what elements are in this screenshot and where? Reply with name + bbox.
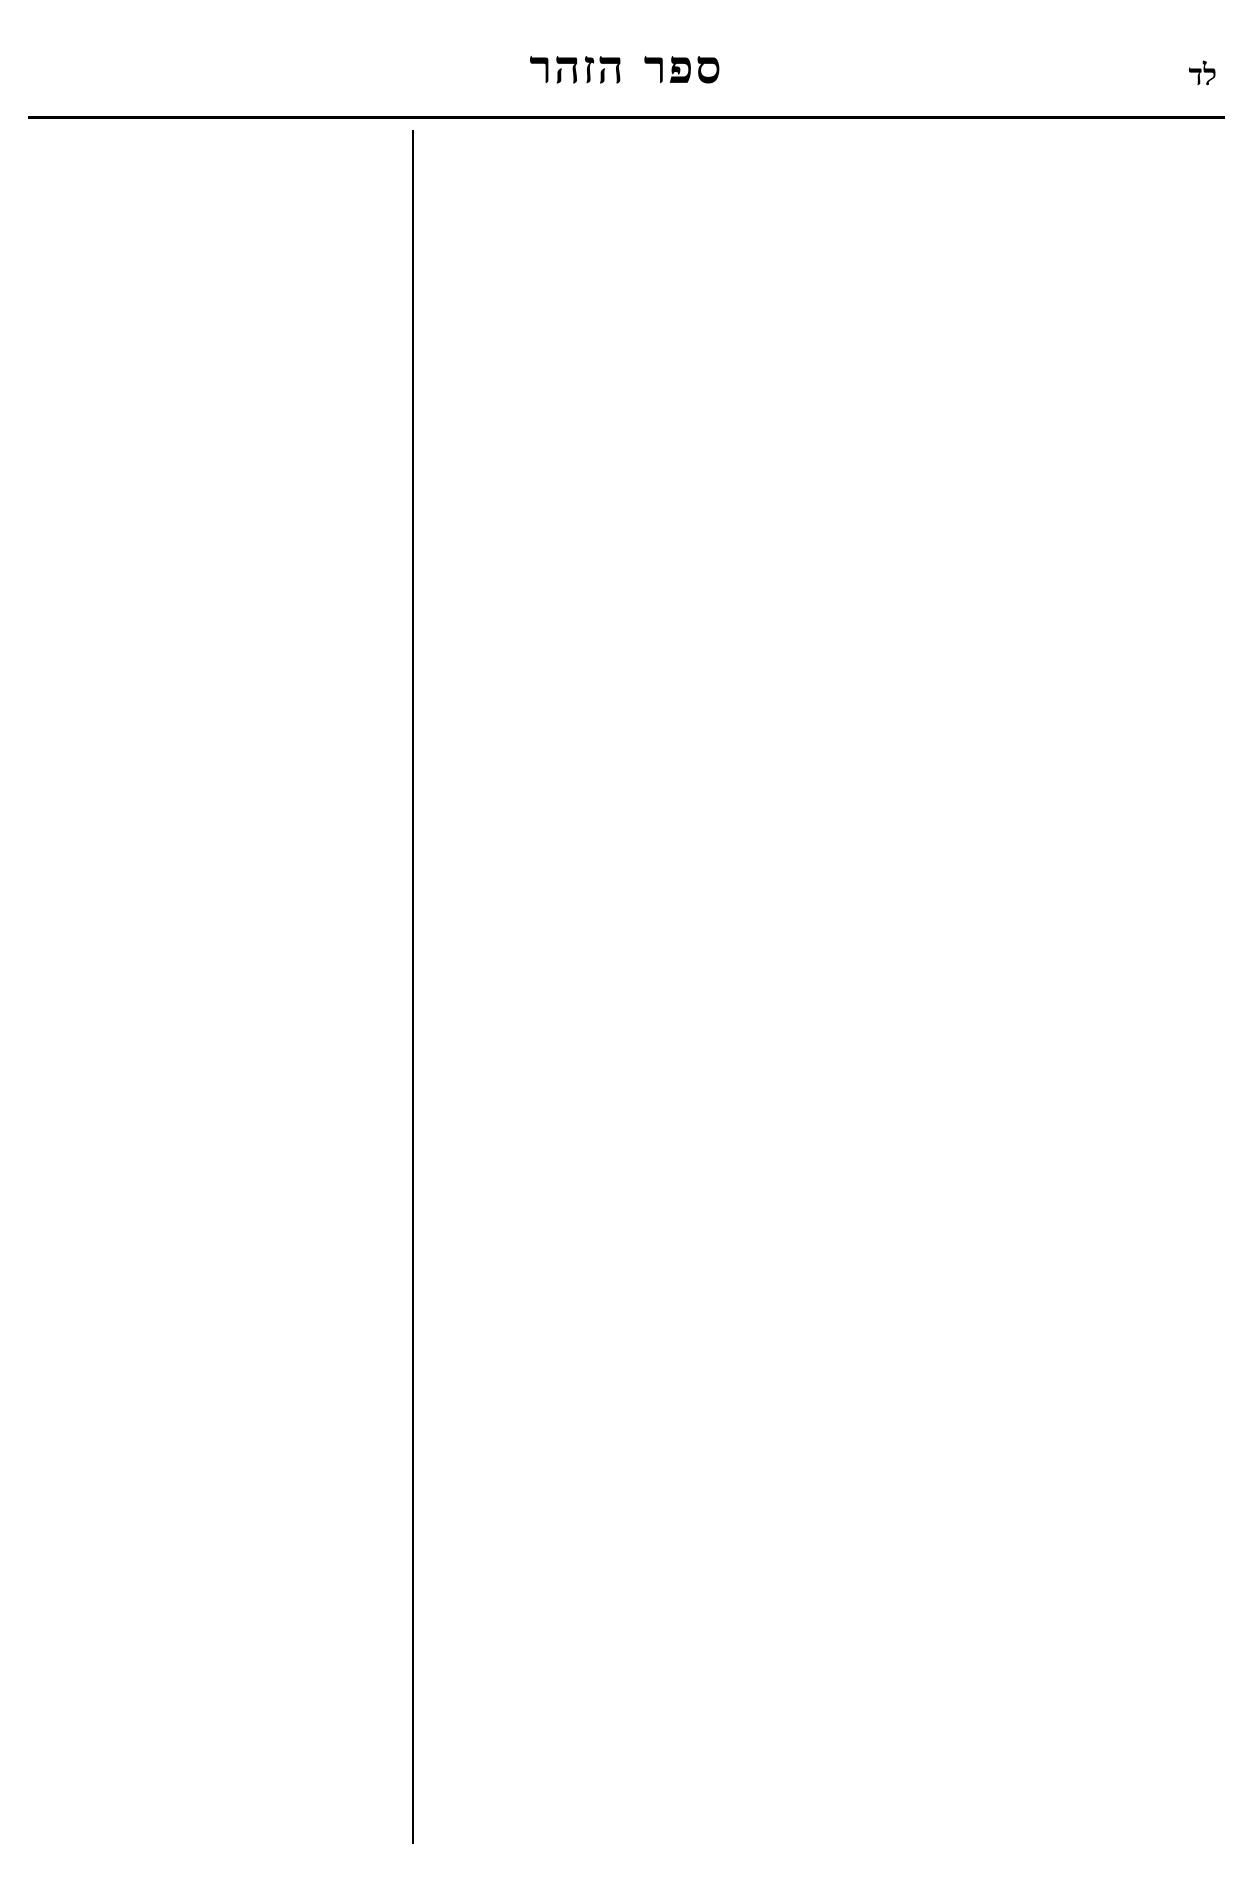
- page-header: [28, 40, 1225, 120]
- book-title: ספר הזהר: [529, 40, 724, 94]
- main-text-column: [457, 130, 1225, 1844]
- page-number: לד: [1188, 58, 1217, 93]
- column-divider: [412, 130, 414, 1844]
- header-rule: [28, 116, 1225, 119]
- translation-column: [28, 130, 396, 1844]
